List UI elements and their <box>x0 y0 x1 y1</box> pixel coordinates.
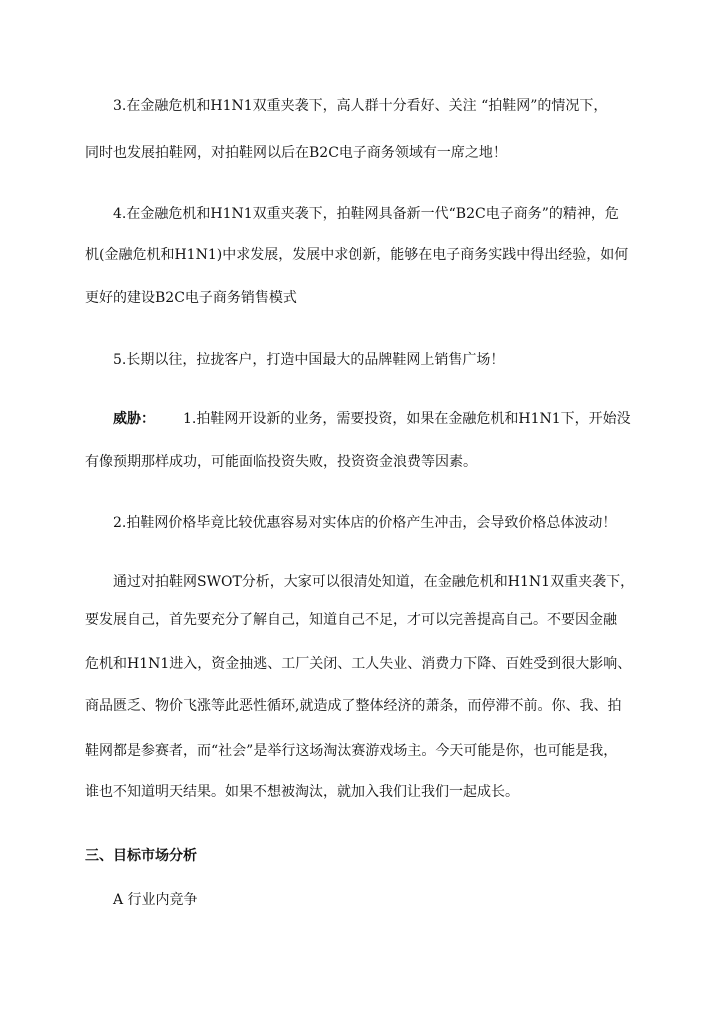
summary-line-3: 危机和H1N1进入，资金抽逃、工厂关闭、工人失业、消费力下降、百姓受到很大影响、 <box>85 656 632 672</box>
paragraph-4-line-1: 4.在金融危机和H1N1双重夹袭下，拍鞋网具备新一代“B2C电子商务”的精神，危 <box>113 206 619 222</box>
section-subheading: A 行业内竞争 <box>113 892 198 908</box>
threat-line-1 <box>113 409 631 429</box>
paragraph-3-line-2: 同时也发展拍鞋网，对拍鞋网以后在B2C电子商务领域有一席之地！ <box>85 145 507 161</box>
summary-line-1: 通过对拍鞋网SWOT分析，大家可以很清处知道，在金融危机和H1N1双重夹袭下， <box>113 574 635 590</box>
summary-line-2: 要发展自己，首先要充分了解自己，知道自己不足，才可以完善提高自己。不要因金融 <box>85 612 617 628</box>
paragraph-5-line-1: 5.长期以往，拉拢客户，打造中国最大的品牌鞋网上销售广场！ <box>113 352 505 368</box>
summary-line-6: 谁也不知道明天结果。如果不想被淘汰，就加入我们让我们一起成长。 <box>85 784 519 800</box>
summary-line-5: 鞋网都是参赛者，而“社会”是举行这场淘汰赛游戏场主。今天可能是你，也可能是我， <box>85 743 618 759</box>
paragraph-4-line-2: 机(金融危机和H1N1)中求发展，发展中求创新，能够在电子商务实践中得出经验，如何 <box>85 247 629 263</box>
summary-line-4: 商品匮乏、物价飞涨等此恶性循环,就造成了整体经济的萧条，而停滞不前。你、我、拍 <box>85 698 622 714</box>
paragraph-3-line-1: 3.在金融危机和H1N1双重夹袭下，高人群十分看好、关注 “拍鞋网”的情况下， <box>113 98 608 114</box>
paragraph-4-line-3: 更好的建设B2C电子商务销售模式 <box>85 290 297 306</box>
section-heading: 三、目标市场分析 <box>85 848 197 864</box>
paragraph-6-line-1: 2.拍鞋网价格毕竟比较优惠容易对实体店的价格产生冲击，会导致价格总体波动！ <box>113 515 617 531</box>
threat-label: 威胁： <box>113 411 155 427</box>
threat-text-1: 1.拍鞋网开设新的业务，需要投资，如果在金融危机和H1N1下，开始没 <box>183 411 631 427</box>
threat-line-2: 有像预期那样成功，可能面临投资失败，投资资金浪费等因素。 <box>85 454 477 470</box>
